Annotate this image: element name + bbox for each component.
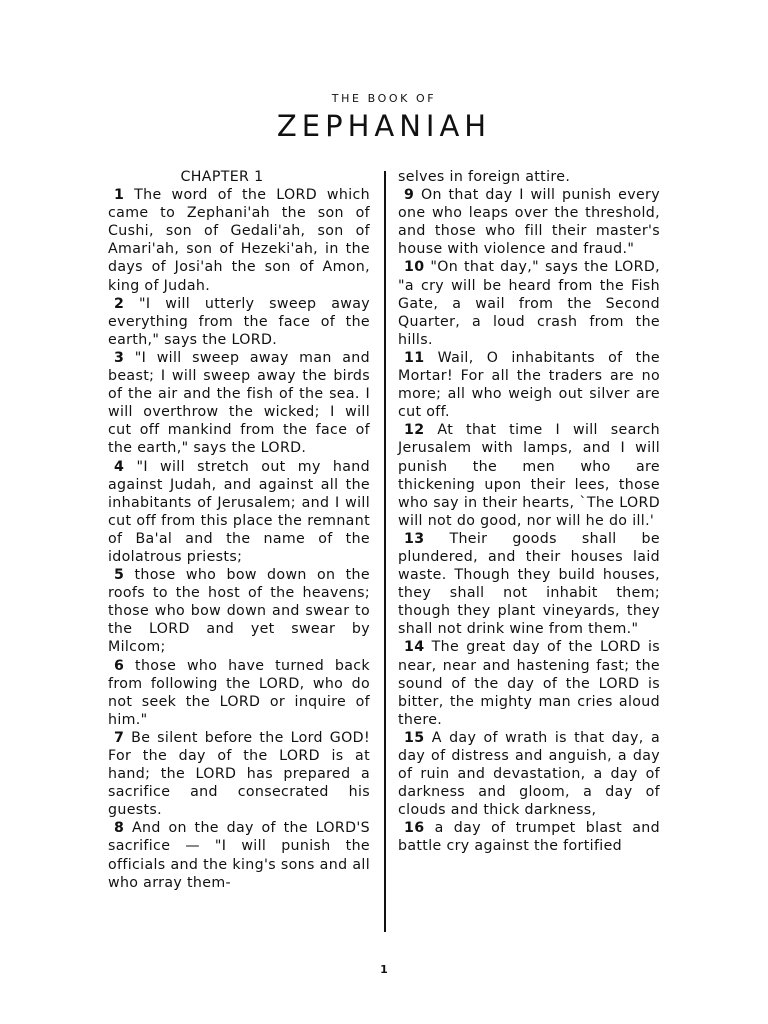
verse-text: Be silent before the Lord GOD! For the day of the LORD is at hand; the LORD has prepared a sacrifice and consecrated his guests. (108, 729, 370, 819)
verse (108, 295, 370, 349)
verse-number: 12 (404, 422, 425, 439)
verse-number: 8 (114, 820, 125, 837)
verse-number: 13 (404, 530, 425, 547)
verse (108, 819, 370, 891)
verse-text: "I will stretch out my hand against Judah, and against all the inhabitants of Jerusalem; and I will cut off from this place the remnant of Ba'al and the name of the idolatrous priests; (108, 458, 370, 565)
verse-text: A day of wrath is that day, a day of distress and anguish, a day of ruin and devastation, a day of darkness and gloom, a day of clouds and thick darkness, (398, 729, 660, 819)
verse-number: 7 (114, 729, 125, 746)
verse-number: 5 (114, 567, 125, 584)
verse-text: a day of trumpet blast and battle cry against the fortified (398, 820, 660, 855)
verse-text: The great day of the LORD is near, near and hastening fast; the sound of the day of the LORD is bitter, the mighty man cries aloud there. (398, 639, 660, 728)
verse (398, 258, 660, 348)
verse-text: "I will utterly sweep away everything from the face of the earth," says the LORD. (108, 295, 370, 348)
verse-text: "I will sweep away man and beast; I will sweep away the birds of the air and the fish of the sea. I will overthrow the wicked; I will cut off mankind from the face of the earth," says the LORD. (108, 349, 370, 457)
verse (398, 186, 660, 258)
verse (108, 458, 370, 567)
verse-number: 14 (404, 639, 425, 656)
chapter-heading: CHAPTER 1 (180, 169, 264, 185)
verse (108, 566, 370, 656)
verse-text: those who bow down on the roofs to the host of the heavens; those who bow down and swear to the LORD and yet swear by Milcom; (108, 567, 370, 656)
verse-text: At that time I will search Jerusalem with lamps, and I will punish the men who are thickening upon their lees, those who say in their hearts, `The LORD will not do good, nor will he do ill.' (398, 422, 660, 529)
verse (398, 530, 660, 639)
verse-text: "On that day," says the LORD, "a cry will be heard from the Fish Gate, a wail from the Second Quarter, a loud crash from the hills. (398, 259, 660, 348)
verse-number: 10 (404, 259, 425, 276)
book-of-label: THE BOOK OF (331, 92, 437, 105)
verse-text: Wail, O inhabitants of the Mortar! For all the traders are no more; all who weigh out silver are cut off. (398, 349, 660, 421)
right-column (398, 168, 660, 856)
verse (108, 186, 370, 295)
verse-number: 6 (114, 657, 125, 674)
verse (398, 638, 660, 728)
verse-text: those who have turned back from following the LORD, who do not seek the LORD or inquire of him." (108, 657, 370, 728)
verse-continuation: selves in foreign attire. (398, 169, 571, 185)
verse-text: And on the day of the LORD'S sacrifice — "I will punish the officials and the king's sons and all who array them- (108, 820, 370, 891)
verse (398, 819, 660, 855)
verse (108, 657, 370, 729)
verse-text: On that day I will punish every one who leaps over the threshold, and those who fill their master's house with violence and fraud." (398, 187, 660, 258)
book-title: ZEPHANIAH (276, 109, 492, 143)
verse-number: 16 (404, 820, 425, 837)
verse-number: 3 (114, 349, 125, 366)
verse-text: The word of the LORD which came to Zephani'ah the son of Cushi, son of Gedali'ah, son of Amari'ah, son of Hezeki'ah, in the days of Josi'ah the son of Amon, king of Judah. (108, 187, 370, 294)
verse-number: 9 (404, 187, 415, 204)
verse (108, 729, 370, 819)
verse-number: 15 (404, 729, 425, 746)
verse-number: 1 (114, 187, 125, 204)
page-number: 1 (380, 963, 388, 976)
left-column (108, 168, 370, 892)
verse (398, 349, 660, 421)
verse-text: Their goods shall be plundered, and their houses laid waste. Though they build houses, they shall not inhabit them; though they plant vineyards, they shall not drink wine from them." (398, 530, 660, 638)
verse (398, 421, 660, 530)
verse-number: 2 (114, 295, 125, 312)
column-divider (384, 171, 386, 932)
verse (398, 729, 660, 819)
verse (108, 349, 370, 458)
verse-number: 4 (114, 458, 125, 475)
verse-number: 11 (404, 349, 425, 366)
